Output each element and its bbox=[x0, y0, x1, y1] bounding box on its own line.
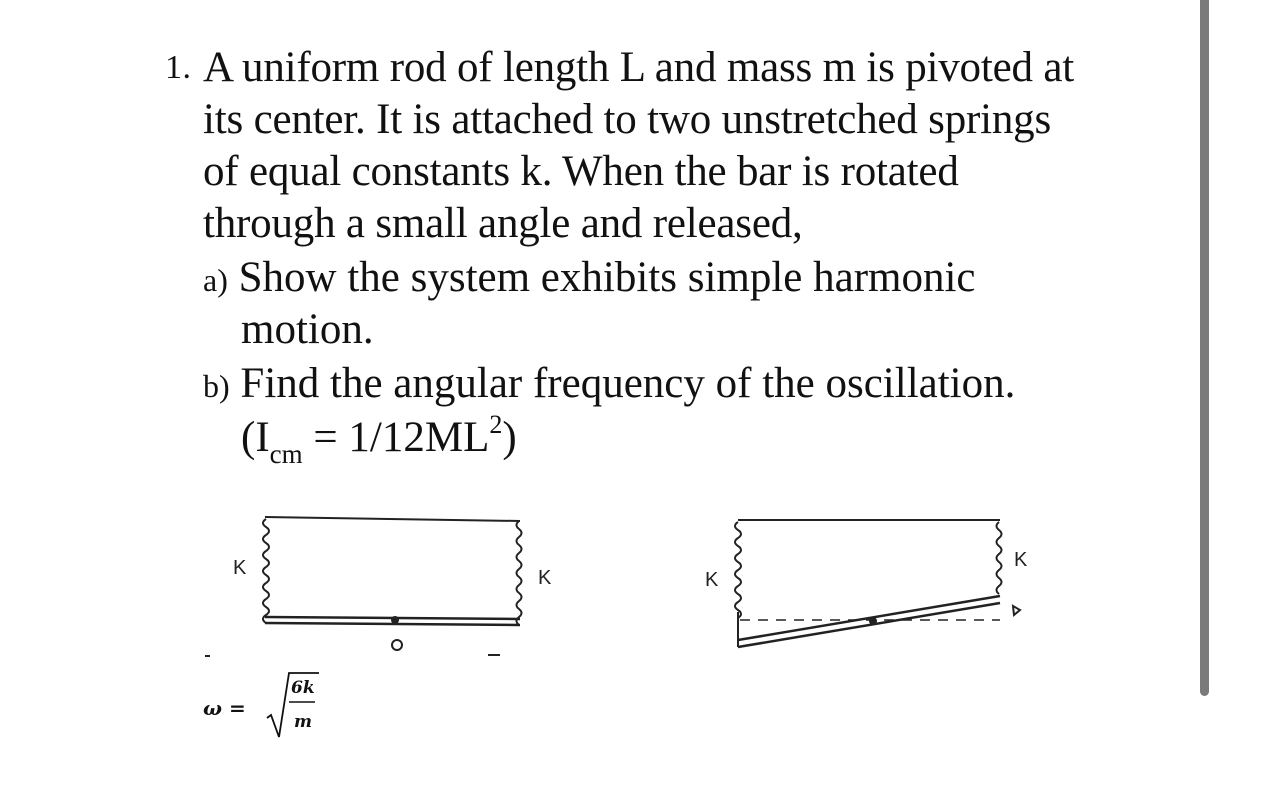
rotation-arrow-icon bbox=[1013, 606, 1020, 615]
rotated-left-spring-label: K bbox=[705, 569, 719, 591]
rotated-right-spring bbox=[997, 522, 1002, 594]
statement-line-3: of equal constants k. When the bar is rotated bbox=[203, 148, 959, 195]
left-spring bbox=[263, 519, 269, 623]
pivot-circle bbox=[392, 640, 402, 650]
part-b-label: b) bbox=[203, 368, 230, 404]
part-a-continuation: motion. bbox=[241, 306, 374, 353]
rotated-rod-top bbox=[738, 596, 1000, 640]
left-spring-label: K bbox=[233, 557, 247, 579]
left-support-top bbox=[265, 517, 520, 521]
fraction-numerator: 6k bbox=[291, 678, 315, 698]
statement-line-1: A uniform rod of length L and mass m is pivoted at bbox=[203, 44, 1074, 91]
rod-bottom-edge bbox=[265, 623, 520, 625]
rotated-left-spring bbox=[735, 522, 741, 618]
right-spring-label: K bbox=[538, 567, 552, 589]
right-spring bbox=[517, 521, 522, 625]
pivot-dot bbox=[392, 617, 398, 623]
rotated-pivot-dot bbox=[870, 618, 876, 624]
rotated-rod-bottom bbox=[738, 603, 1000, 647]
hint-superscript: 2 bbox=[489, 410, 503, 439]
statement-line-4: through a small angle and released, bbox=[203, 200, 803, 247]
statement-line-2: its center. It is attached to two unstretched springs bbox=[203, 96, 1051, 143]
hint-subscript: cm bbox=[269, 439, 303, 469]
hint-open: (I bbox=[241, 414, 270, 461]
rotated-right-spring-label: K bbox=[1014, 549, 1028, 571]
part-b-text: Find the angular frequency of the oscillation. bbox=[240, 360, 1016, 407]
hint-close: ) bbox=[502, 414, 517, 461]
fraction-denominator: m bbox=[294, 712, 312, 732]
hint-middle: = 1/12ML bbox=[302, 414, 490, 461]
problem-number: 1. bbox=[165, 49, 192, 86]
omega-equals: ω = bbox=[203, 696, 246, 720]
part-a-label: a) bbox=[203, 262, 228, 298]
part-a-text: Show the system exhibits simple harmonic bbox=[238, 254, 976, 301]
